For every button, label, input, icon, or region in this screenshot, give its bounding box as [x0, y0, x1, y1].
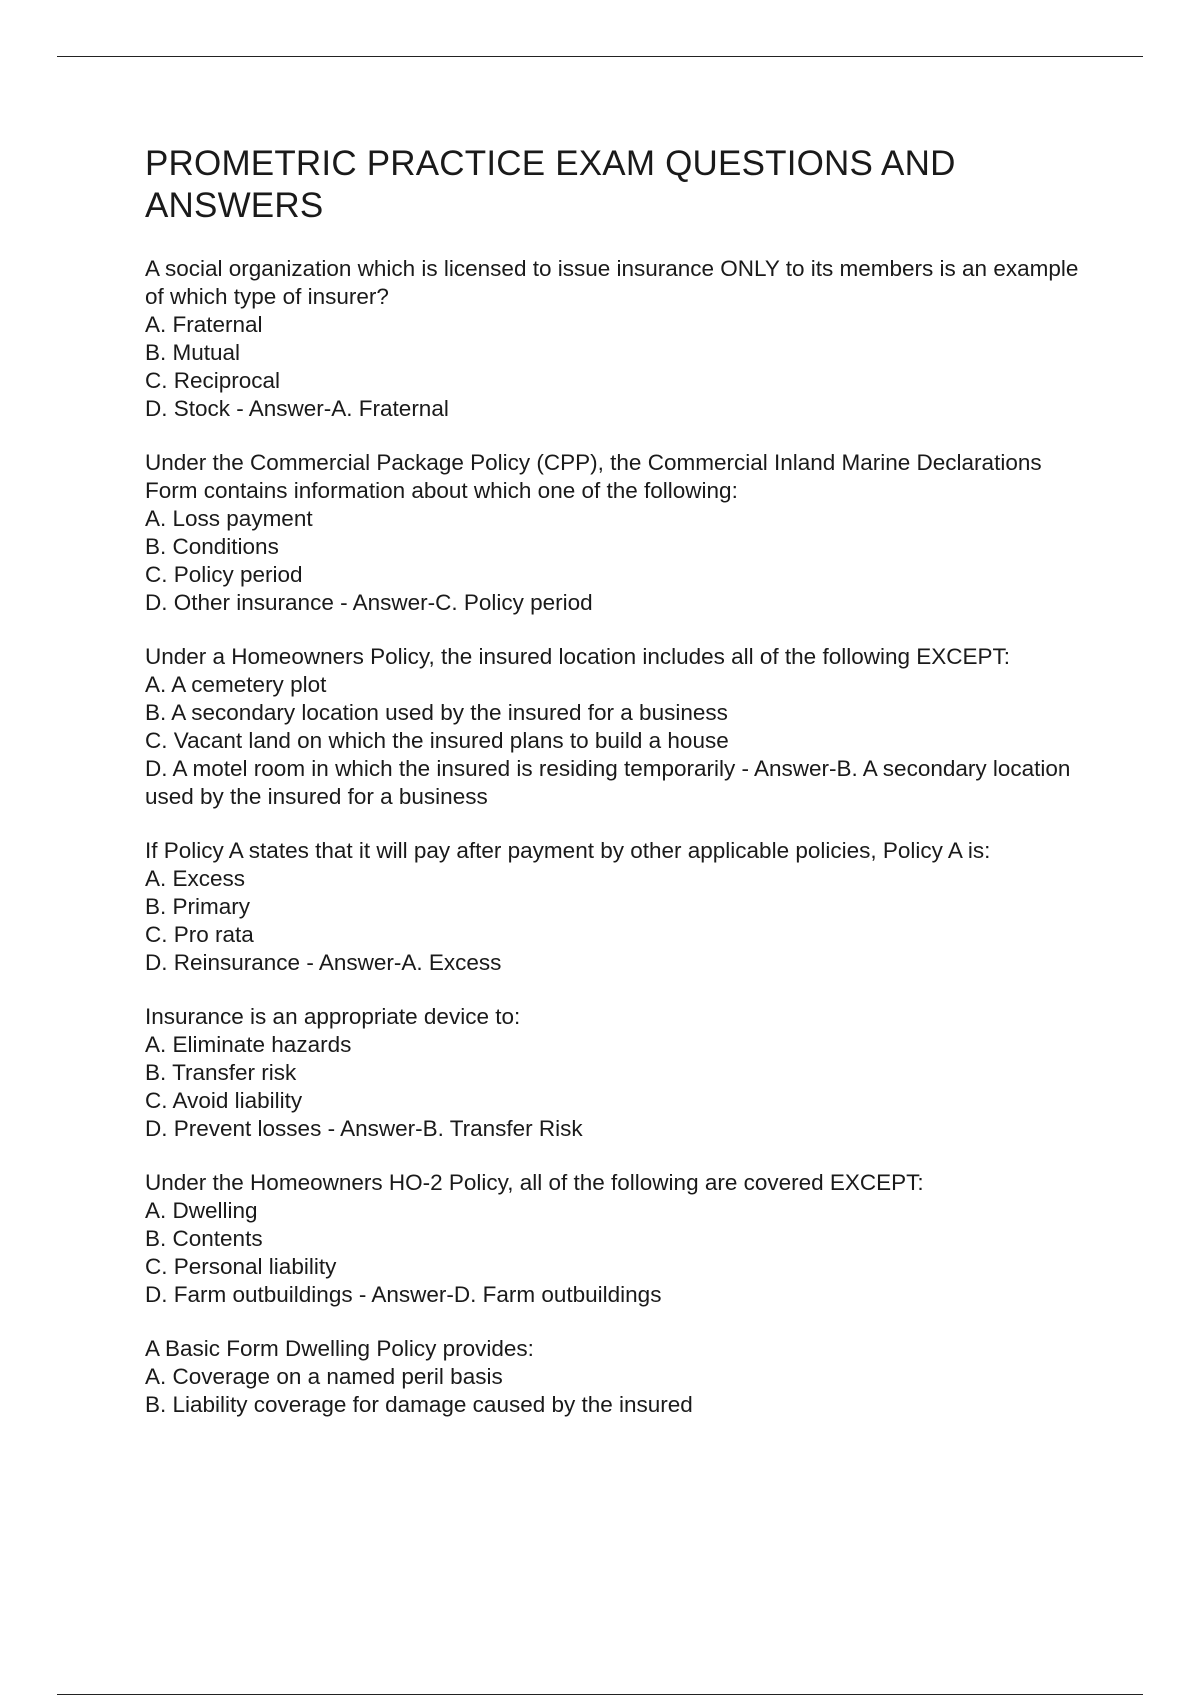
question-3: [145, 643, 1095, 811]
question-7: [145, 1335, 1095, 1419]
option-d-with-answer: D. Farm outbuildings - Answer-D. Farm outbuildings: [145, 1282, 662, 1307]
option-a: A. Excess: [145, 866, 246, 891]
option-c: C. Policy period: [145, 562, 303, 587]
question-5: [145, 1003, 1095, 1143]
option-c: C. Personal liability: [145, 1254, 337, 1279]
option-b: B. Mutual: [145, 340, 241, 365]
option-d-with-answer: D. Prevent losses - Answer-B. Transfer Risk: [145, 1116, 583, 1141]
option-b: B. Contents: [145, 1226, 263, 1251]
option-b: B. Conditions: [145, 534, 279, 559]
option-a: A. Fraternal: [145, 312, 263, 337]
document-title: PROMETRIC PRACTICE EXAM QUESTIONS AND ANSWERS: [145, 144, 956, 225]
question-text: A social organization which is licensed to issue insurance ONLY to its members is an example of which type of insurer?: [145, 256, 1079, 309]
option-d-with-answer: D. Stock - Answer-A. Fraternal: [145, 396, 449, 421]
option-a: A. Coverage on a named peril basis: [145, 1364, 503, 1389]
document-body: [145, 143, 1095, 1445]
option-d-with-answer: D. Other insurance - Answer-C. Policy period: [145, 590, 593, 615]
question-1: [145, 255, 1095, 423]
option-a: A. Dwelling: [145, 1198, 258, 1223]
option-b: B. Transfer risk: [145, 1060, 297, 1085]
top-divider: [57, 56, 1143, 57]
option-a: A. Eliminate hazards: [145, 1032, 352, 1057]
question-text: Insurance is an appropriate device to:: [145, 1004, 521, 1029]
question-text: A Basic Form Dwelling Policy provides:: [145, 1336, 534, 1361]
option-c: C. Reciprocal: [145, 368, 281, 393]
question-2: [145, 449, 1095, 617]
question-text: If Policy A states that it will pay after payment by other applicable policies, Policy A is:: [145, 838, 991, 863]
option-c: C. Avoid liability: [145, 1088, 303, 1113]
question-6: [145, 1169, 1095, 1309]
option-a: A. A cemetery plot: [145, 672, 327, 697]
question-text: Under the Homeowners HO-2 Policy, all of the following are covered EXCEPT:: [145, 1170, 924, 1195]
option-d-with-answer: D. A motel room in which the insured is residing temporarily - Answer-B. A secondary location used by the insured for a business: [145, 756, 1071, 809]
option-c: C. Pro rata: [145, 922, 254, 947]
question-text: Under the Commercial Package Policy (CPP), the Commercial Inland Marine Declarations Form contains information about which one of the following:: [145, 450, 1042, 503]
option-a: A. Loss payment: [145, 506, 313, 531]
option-d-with-answer: D. Reinsurance - Answer-A. Excess: [145, 950, 502, 975]
bottom-divider: [57, 1694, 1143, 1695]
option-b: B. Primary: [145, 894, 251, 919]
option-c: C. Vacant land on which the insured plans to build a house: [145, 728, 729, 753]
option-b: B. A secondary location used by the insured for a business: [145, 700, 728, 725]
question-text: Under a Homeowners Policy, the insured location includes all of the following EXCEPT:: [145, 644, 1011, 669]
question-4: [145, 837, 1095, 977]
option-b: B. Liability coverage for damage caused by the insured: [145, 1392, 693, 1417]
